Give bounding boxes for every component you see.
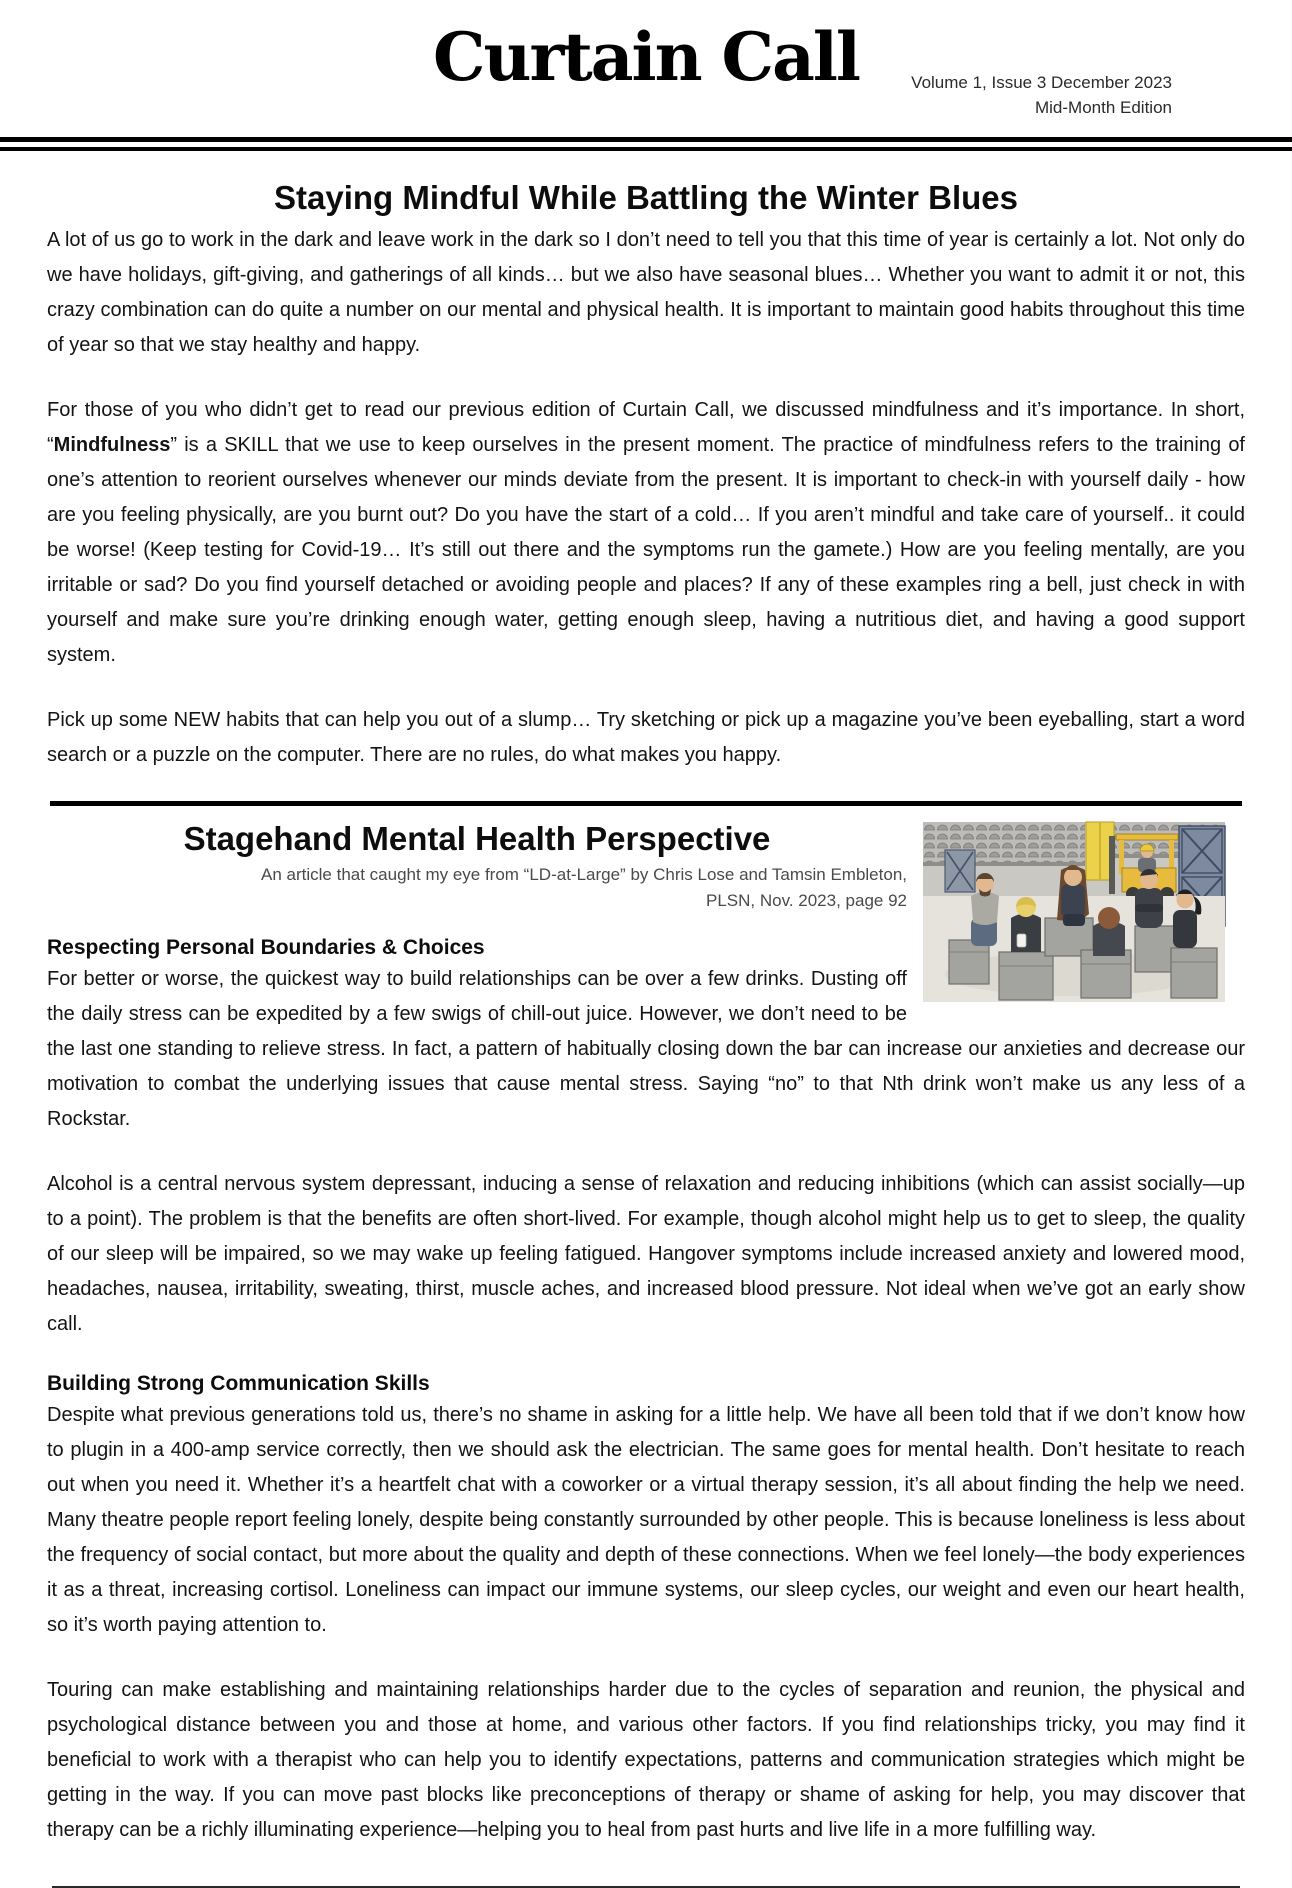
article1-paragraph-2-rest: ” is a SKILL that we use to keep ourselves in the present moment. The practice of mindfulness refers to the training of one’s attention to reorient ourselves whenever our minds deviate from the present. It is important to check-in with yourself daily - how are you feeling physically, are you burnt out? Do you have the start of a cold… If you aren’t mindful and take care of yourself.. it could be worse! (Keep testing for Covid-19… It’s still out there and the symptoms run the gamete.) How are you feeling mentally, are you irritable or sad? Do you find yourself detached or avoiding people and places? If any of these examples ring a bell, just check in with yourself and make sure you’re drinking enough water, getting enough sleep, having a nutritious diet, and having a good support system. [47, 434, 1245, 666]
section1-paragraph-1: For better or worse, the quickest way to build relationships can be over a few drinks. Dusting off the daily stress can be expedited by a few swigs of chill-out juice. However, we don’t need to be the last one standing to relieve stress. In fact, a pattern of habitually closing down the bar can increase our anxieties and decrease our motivation to combat the underlying issues that cause mental stress. Saying “no” to that Nth drink won’t make us any less of a Rockstar. [47, 968, 1245, 1130]
section1-paragraph-2: Alcohol is a central nervous system depressant, inducing a sense of relaxation and reducing inhibitions (which can assist socially—up to a point). The problem is that the benefits are often short-lived. For example, though alcohol might help us to get to sleep, the quality of our sleep will be impaired, so we may wake up feeling fatigued. Hangover symptoms include increased anxiety and lowered mood, headaches, nausea, irritability, sweating, thirst, muscle aches, and increased blood pressure. Not ideal when we’ve got an early show call. [47, 1173, 1245, 1335]
article2-title: Stagehand Mental Health Perspective [183, 820, 771, 857]
section2-heading: Building Strong Communication Skills [47, 1372, 430, 1395]
section-divider-rule [50, 801, 1242, 806]
page-content [0, 179, 1292, 1888]
masthead [0, 0, 1292, 137]
section2-paragraph-2: Touring can make establishing and maintaining relationships harder due to the cycles of separation and reunion, the physical and psychological distance between you and those at home, and various other factors. If you find relationships tricky, you may find it beneficial to work with a therapist who can help you to identify expectations, patterns and communication strategies which might be getting in the way. If you can move past blocks like preconceptions of therapy or shame of asking for help, you may discover that therapy can be a richly illuminating experience—helping you to heal from past hurts and live life in a more fulfilling way. [47, 1679, 1245, 1841]
article1-paragraph-2-lead: For those of you who didn’t get to read our previous edition of Curtain Call, we discussed mindfulness and it’s importance. In short, “ [47, 399, 1245, 456]
article1-title: Staying Mindful While Battling the Winter Blues [273, 179, 1019, 216]
article1-paragraph-1: A lot of us go to work in the dark and leave work in the dark so I don’t need to tell you that this time of year is certainly a lot. Not only do we have holidays, gift-giving, and gatherings of all kinds… but we also have seasonal blues… Whether you want to admit it or not, this crazy combination can do quite a number on our mental and physical health. It is important to maintain good habits throughout this time of year so that we stay healthy and happy. [47, 229, 1245, 356]
section2-paragraph-1: Despite what previous generations told us, there’s no shame in asking for a little help. We have all been told that if we don’t know how to plugin in a 400-amp service correctly, then we should ask the electrician. The same goes for mental health. Don’t hesitate to reach out when you need it. Whether it’s a heartfelt chat with a coworker or a virtual therapy session, it’s all about finding the help we need. Many theatre people report feeling lonely, despite being constantly surrounded by other people. This is because loneliness is less about the frequency of social contact, but more about the quality and depth of these connections. When we feel lonely—the body experiences it as a threat, increasing cortisol. Loneliness can impact our immune systems, our sleep cycles, our weight and even our heart health, so it’s worth paying attention to. [47, 1404, 1245, 1636]
issue-info [911, 70, 1172, 120]
section1-heading: Respecting Personal Boundaries & Choices [47, 936, 485, 959]
issue-edition-line: Mid-Month Edition [1034, 98, 1172, 117]
issue-volume-line: Volume 1, Issue 3 December 2023 [911, 73, 1172, 92]
article2-subtitle-line1: An article that caught my eye from “LD-at-Large” by Chris Lose and Tamsin Embleton, [261, 865, 907, 884]
left-road-case [945, 850, 975, 892]
article1-paragraph-2 [47, 393, 1245, 673]
newsletter-title: Curtain Call [432, 18, 859, 96]
stagehands-group-discussion-illustration [923, 822, 1225, 1002]
article-stagehand-mental-health [47, 820, 1245, 1848]
header-double-rule [0, 137, 1292, 153]
article2-subtitle-line2: PLSN, Nov. 2023, page 92 [706, 891, 907, 910]
article-winter-blues [47, 179, 1245, 773]
article1-paragraph-3: Pick up some NEW habits that can help you out of a slump… Try sketching or pick up a magazine you’ve been eyeballing, start a word search or a puzzle on the computer. There are no rules, do what makes you happy. [47, 709, 1245, 766]
person-brown-hair-woman [1057, 865, 1089, 926]
mindfulness-bold-term: Mindfulness [53, 434, 171, 456]
